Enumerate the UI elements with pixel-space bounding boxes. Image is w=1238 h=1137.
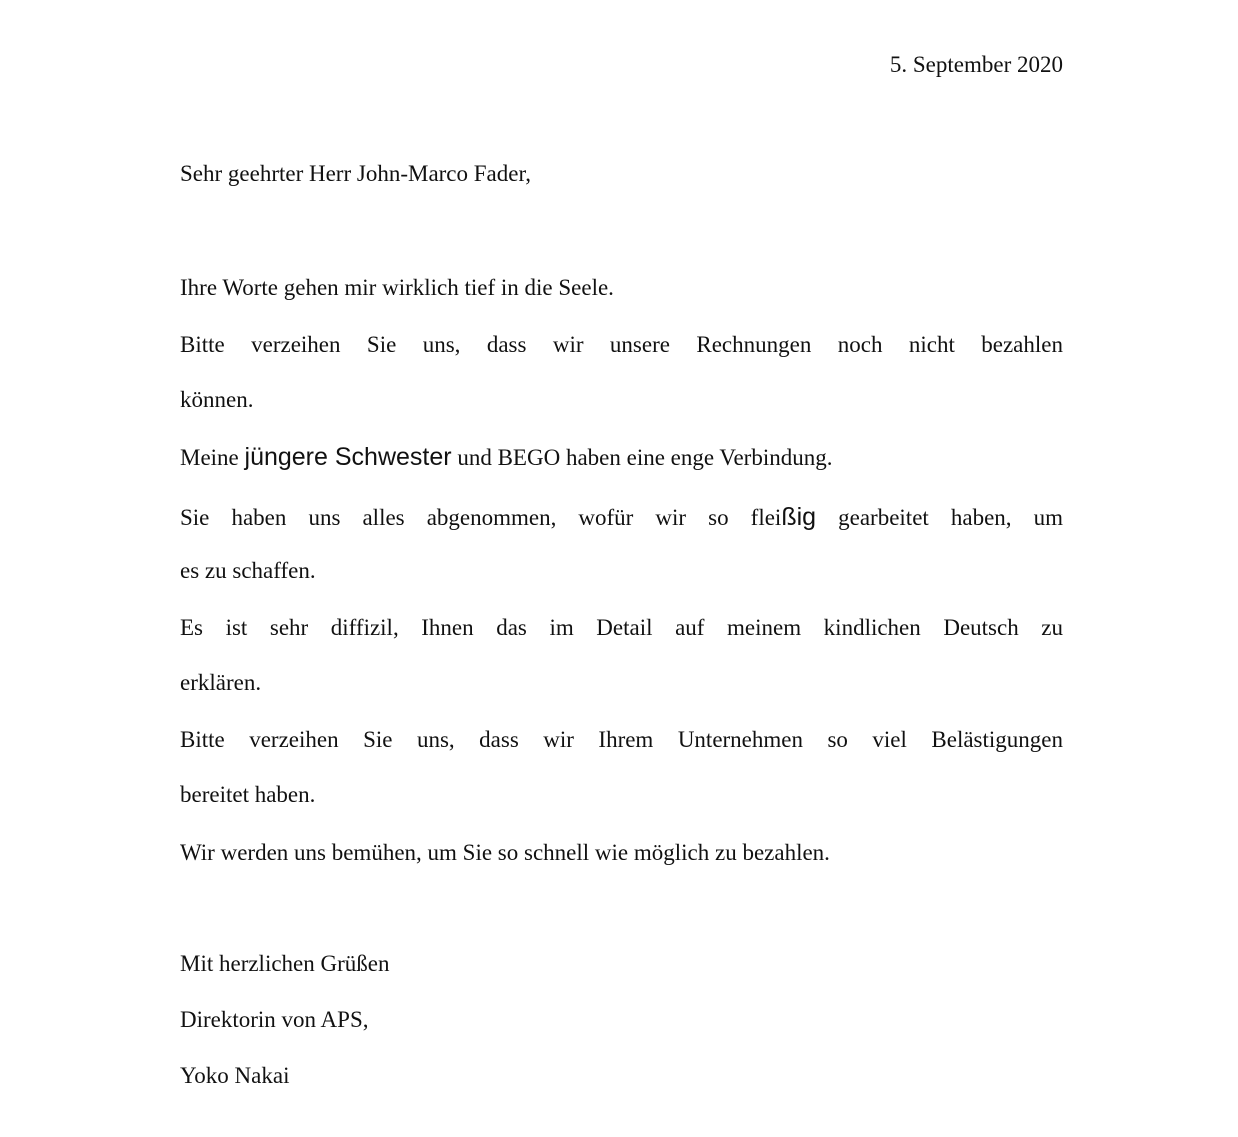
signer-title: Direktorin von APS,: [180, 1007, 369, 1032]
paragraph-7: Wir werden uns bemühen, um Sie so schnell wie möglich zu bezahlen.: [180, 840, 830, 865]
paragraph-1: Ihre Worte gehen mir wirklich tief in die Seele.: [180, 275, 614, 300]
paragraph-4-line-2: es zu schaffen.: [180, 558, 316, 583]
paragraph-4-part-c: gearbeitet haben, um: [816, 505, 1063, 530]
paragraph-5-line-2: erklären.: [180, 670, 262, 695]
letter-date: 5. September 2020: [889, 52, 1063, 77]
paragraph-4-emphasis: ßig: [781, 503, 817, 531]
paragraph-6-line-1: Bitte verzeihen Sie uns, dass wir Ihrem Unternehmen so viel Belästigungen: [180, 727, 1063, 752]
paragraph-5-line-1: Es ist sehr diffizil, Ihnen das im Detail auf meinem kindlichen Deutsch zu: [180, 615, 1063, 640]
closing: Mit herzlichen Grüßen: [180, 951, 390, 976]
paragraph-3: [180, 443, 1063, 472]
signer-name: Yoko Nakai: [180, 1063, 290, 1088]
paragraph-3-emphasis: jüngere Schwester: [244, 443, 452, 471]
paragraph-4-part-a: Sie haben uns alles abgenommen, wofür wir so flei: [180, 505, 782, 530]
paragraph-4-line-1: [180, 503, 1063, 532]
salutation: Sehr geehrter Herr John-Marco Fader,: [180, 161, 531, 186]
paragraph-3-part-a: Meine: [180, 445, 245, 470]
paragraph-2-line-1: Bitte verzeihen Sie uns, dass wir unsere Rechnungen noch nicht bezahlen: [180, 332, 1063, 357]
paragraph-3-part-c: und BEGO haben eine enge Verbindung.: [451, 445, 833, 470]
paragraph-2-line-2: können.: [180, 387, 254, 412]
paragraph-6-line-2: bereitet haben.: [180, 782, 316, 807]
